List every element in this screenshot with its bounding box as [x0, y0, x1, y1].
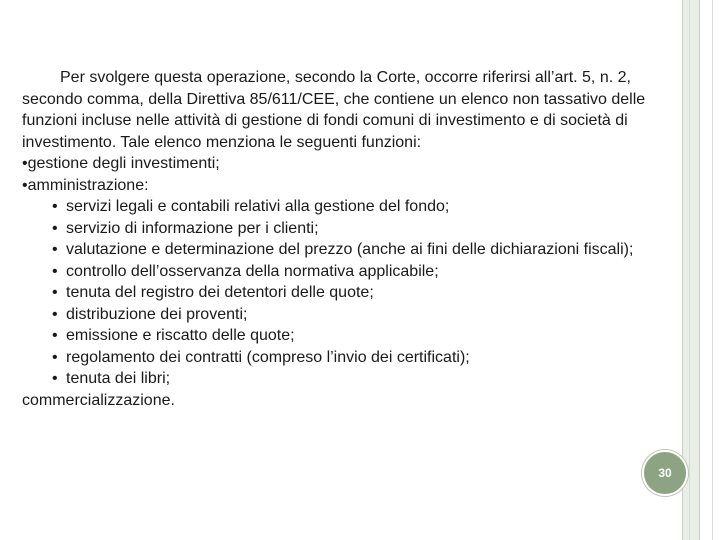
sub-list-item	[52, 239, 662, 261]
sub-list-item-text: controllo dell’osservanza della normativa applicabile;	[66, 262, 439, 280]
sub-list-item	[52, 347, 662, 369]
bullet-icon: •	[52, 198, 58, 215]
decorative-frame-band	[683, 0, 699, 540]
sub-list-item-text: tenuta del registro dei detentori delle quote;	[66, 284, 374, 301]
decorative-frame-line	[699, 0, 700, 540]
bullet-icon: •	[52, 241, 58, 258]
bullet-icon: •	[52, 262, 58, 280]
sub-list-item-text: valutazione e determinazione del prezzo (anche ai fini delle dichiarazioni fiscali);	[66, 241, 634, 258]
sub-list-item	[52, 368, 662, 390]
bullet-icon: •	[52, 370, 58, 387]
top-list-item: •gestione degli investimenti;	[22, 155, 220, 172]
bullet-icon: •	[52, 284, 58, 301]
bullet-icon: •	[52, 305, 58, 323]
intro-paragraph: Per svolgere questa operazione, secondo la Corte, occorre riferirsi all’art. 5, n. 2, secondo comma, della Direttiva 85/611/CEE, che contiene un elenco non tassativo delle funzioni incluse nelle attività di gestione di fondi comuni di investimento e di società di investimento. Tale elenco menziona le seguenti funzioni:	[22, 69, 646, 151]
sub-list-item-text: tenuta dei libri;	[66, 370, 171, 387]
top-list-item: •amministrazione:	[22, 176, 149, 194]
bullet-icon: •	[52, 327, 58, 344]
bullet-icon: •	[52, 348, 58, 366]
sub-list-item	[52, 325, 662, 347]
sub-list-item	[52, 218, 662, 240]
slide-body	[22, 67, 662, 411]
sub-list-item	[52, 282, 662, 304]
sub-list	[22, 196, 662, 390]
closing-line: commercializzazione.	[22, 391, 175, 409]
sub-list-item-text: regolamento dei contratti (compreso l’invio dei certificati);	[66, 348, 470, 366]
decorative-frame-line	[689, 0, 690, 540]
sub-list-item-text: emissione e riscatto delle quote;	[66, 327, 295, 344]
sub-list-item	[52, 304, 662, 326]
page-number-badge: 30	[642, 450, 688, 496]
sub-list-item-text: distribuzione dei proventi;	[66, 305, 248, 323]
sub-list-item-text: servizio di informazione per i clienti;	[66, 219, 319, 237]
sub-list-item-text: servizi legali e contabili relativi alla gestione del fondo;	[66, 198, 450, 215]
sub-list-item	[52, 196, 662, 218]
sub-list-item	[52, 261, 662, 283]
bullet-icon: •	[52, 219, 58, 237]
decorative-frame-line	[712, 0, 713, 540]
